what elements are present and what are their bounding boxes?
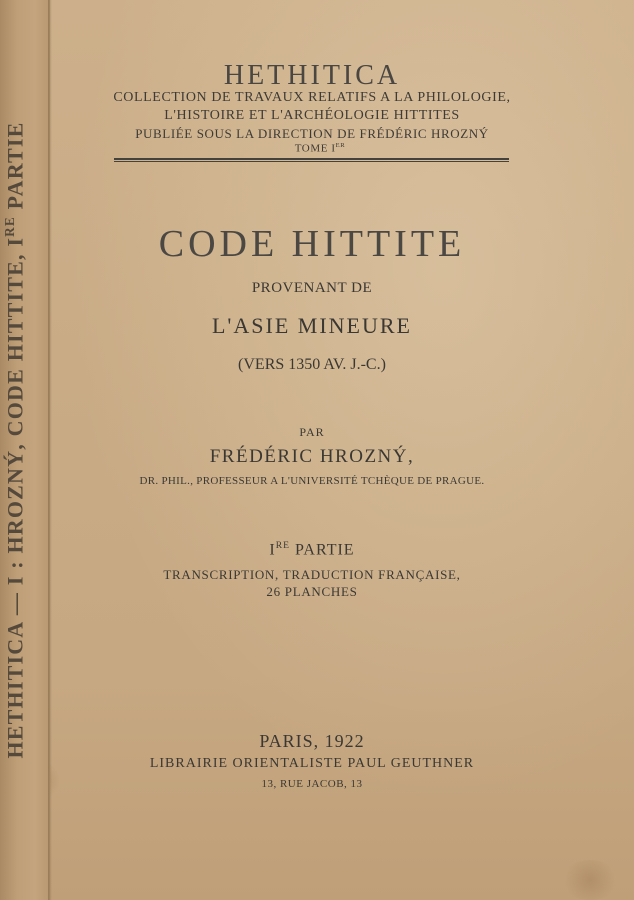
foxing-stain xyxy=(560,860,620,900)
provenance-region: L'ASIE MINEURE xyxy=(211,313,412,338)
series-editor: PUBLIÉE SOUS LA DIRECTION DE FRÉDÉRIC HROZNÝ xyxy=(135,126,489,141)
title-rule-thin xyxy=(114,161,509,162)
date-line: (VERS 1350 AV. J.-C.) xyxy=(238,356,386,373)
series-subtitle-line2: L'HISTOIRE ET L'ARCHÉOLOGIE HITTITES xyxy=(164,108,460,123)
imprint-city-year: PARIS, 1922 xyxy=(259,731,365,751)
series-title: HETHITICA xyxy=(223,60,401,91)
author-credentials: DR. PHIL., PROFESSEUR A L'UNIVERSITÉ TCHÈQUE DE PRAGUE. xyxy=(139,475,485,487)
contents-line2: 26 PLANCHES xyxy=(266,584,358,599)
part-heading: IRE PARTIE xyxy=(269,540,355,559)
book-title: CODE HITTITE xyxy=(158,223,466,265)
provenance-label: PROVENANT DE xyxy=(251,280,373,296)
series-subtitle-line1: COLLECTION DE TRAVAUX RELATIFS A LA PHILOLOGIE, xyxy=(113,90,511,105)
spine-text: HETHITICA — I : HROZNÝ, CODE HITTITE, IRE PARTIE xyxy=(2,121,28,759)
series-tome: TOME IER xyxy=(294,142,346,155)
imprint-address: 13, RUE JACOB, 13 xyxy=(261,778,363,790)
by-label: PAR xyxy=(299,425,325,439)
contents-line1: TRANSCRIPTION, TRADUCTION FRANÇAISE, xyxy=(163,567,461,582)
title-rule xyxy=(114,158,509,160)
imprint-publisher: LIBRAIRIE ORIENTALISTE PAUL GEUTHNER xyxy=(149,756,475,771)
author-name: FRÉDÉRIC HROZNÝ, xyxy=(209,446,415,467)
